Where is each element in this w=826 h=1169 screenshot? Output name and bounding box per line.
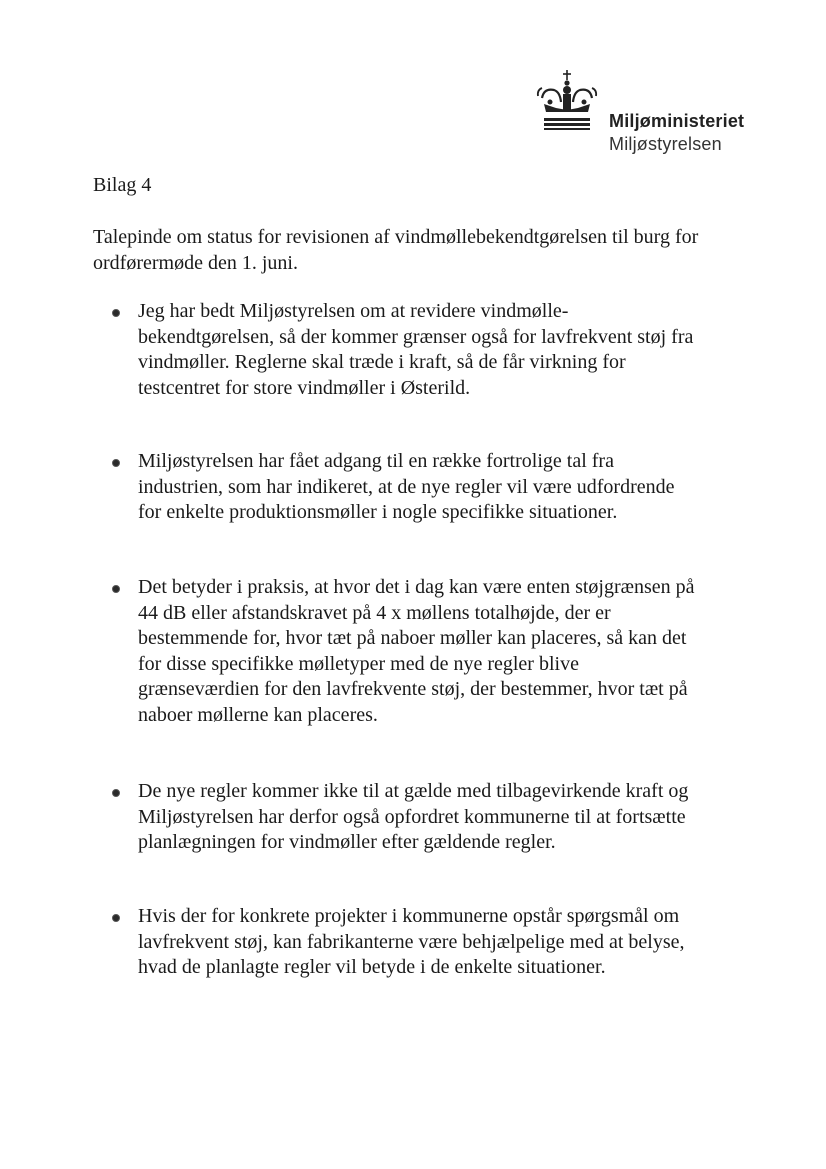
list-item-text: Hvis der for konkrete projekter i kommunerne opstår spørgsmål om lavfrekvent støj, kan fabrikanterne være behjælpelige med at belyse, hvad de planlagte regler vil betyde i de enkelte situationer. [138,905,685,979]
annex-label: Bilag 4 [93,174,152,196]
bullet-icon [112,309,120,317]
list-item-text: Miljøstyrelsen har fået adgang til en række fortrolige tal fra industrien, som har indikeret, at de nye regler vil være udfordrende for enkelte produktionsmøller i nogle specifikke situationer. [138,450,675,524]
organization-header [609,110,744,156]
list-item-text: Jeg har bedt Miljøstyrelsen om at revidere vindmølle-bekendtgørelsen, så der kommer grænser også for lavfrekvent støj fra vindmøller. Reglerne skal træde i kraft, så de får virkning for testcentret for store vindmøller i Østerild. [138,300,694,399]
intro-paragraph: Talepinde om status for revisionen af vindmøllebekendtgørelsen til burg for ordførermøde den 1. juni. [93,226,699,274]
bullet-icon [112,789,120,797]
bullet-icon [112,585,120,593]
royal-crown-emblem-icon [534,68,604,130]
agency-name: Miljøstyrelsen [609,134,722,154]
ministry-name: Miljøministeriet [609,111,745,131]
bullet-icon [112,459,120,467]
bullet-icon [112,914,120,922]
list-item-text: De nye regler kommer ikke til at gælde med tilbagevirkende kraft og Miljøstyrelsen har derfor også opfordret kommunerne til at fortsætte planlægningen for vindmøller efter gældende regler. [138,780,689,854]
list-item-text: Det betyder i praksis, at hvor det i dag kan være enten støjgrænsen på 44 dB eller afstandskravet på 4 x møllens totalhøjde, der er bestemmende for, hvor tæt på naboer møller kan placeres, så kan det for disse specifikke mølletyper med de nye regler blive grænseværdien for den lavfrekvente støj, der bestemmer, hvor tæt på naboer møllerne kan placeres. [138,576,695,726]
